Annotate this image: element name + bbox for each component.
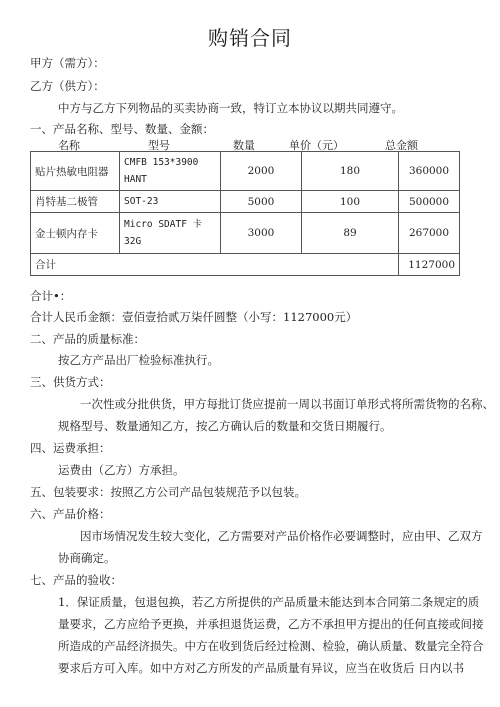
table-row: [31, 152, 460, 191]
model-line: SOT-23: [124, 196, 159, 207]
section3-heading: 三、供货方式：: [30, 375, 111, 389]
cell-total: 360000: [399, 152, 460, 191]
section4-body: 运费由（乙方）方承担。: [58, 463, 185, 477]
model-line: CMFB 153*3900: [124, 157, 199, 168]
column-header-model: 型号: [148, 139, 170, 152]
cell-price: 89: [302, 213, 399, 254]
column-header-qty: 数量: [233, 139, 255, 152]
party-b-line: 乙方（供方）：: [30, 79, 105, 93]
table-sum-row: [31, 254, 460, 276]
cell-name: 肖特基二极管: [31, 191, 120, 213]
section7-line1: 1．保证质量，包退包换，若乙方所提供的产品质量未能达到本合同第二条规定的质: [58, 595, 480, 609]
section7-heading: 七、产品的验收：: [30, 573, 122, 587]
cell-total: 500000: [399, 191, 460, 213]
cell-qty: 5000: [221, 191, 302, 213]
cell-model: [120, 191, 221, 213]
model-line: Micro SDATF 卡: [124, 219, 203, 230]
cell-price: 100: [302, 191, 399, 213]
table-row: [31, 191, 460, 213]
cell-model: [120, 152, 221, 191]
cell-model: [120, 213, 221, 254]
intro-paragraph: 中方与乙方下列物品的买卖协商一致，特订立本协议以期共同遵守。: [58, 101, 403, 115]
section6-heading: 六、产品价格：: [30, 507, 111, 521]
cell-name: 金士顿内存卡: [31, 213, 120, 254]
product-table: [30, 151, 460, 276]
document-title: 购销合同: [208, 26, 292, 50]
section4-heading: 四、运费承担：: [30, 441, 111, 455]
column-header-price: 单价（元）: [289, 139, 344, 152]
section6-body-line2: 协商确定。: [58, 551, 116, 565]
cell-sum-total: 1127000: [399, 254, 460, 276]
cell-price: 180: [302, 152, 399, 191]
cell-qty: 3000: [221, 213, 302, 254]
model-line: HANT: [124, 174, 147, 185]
section7-line4: 要求后方可入库。如中方对乙方所发的产品质量有异议，应当在收货后 日内以书: [58, 661, 465, 675]
sum-rmb-line: 合计人民币金额：壹佰壹拾贰万柒仟圆整（小写：1127000元）: [30, 310, 358, 324]
section7-line3: 所造成的产品经济损失。中方在收到货后经过检测、检验，确认质量、数量完全符合: [58, 639, 484, 653]
cell-total: 267000: [399, 213, 460, 254]
section6-body-line1: 因市场情况发生较大变化，乙方需要对产品价格作必要调整时，应由甲、乙双方: [80, 529, 483, 543]
section3-body-line2: 规格型号、数量通知乙方，按乙方确认后的数量和交货日期履行。: [58, 419, 392, 433]
column-header-name: 名称: [58, 139, 80, 152]
cell-name: 贴片热敏电阻器: [31, 152, 120, 191]
column-header-total: 总金额: [385, 139, 418, 152]
cell-sum-label: 合计: [31, 254, 399, 276]
section5-heading: 五、包装要求：按照乙方公司产品包装规范予以包装。: [30, 485, 306, 499]
section3-body-line1: 一次性或分批供货，甲方每批订货应提前一周以书面订单形式将所需货物的名称、: [80, 397, 494, 411]
table-row: [31, 213, 460, 254]
section2-body: 按乙方产品出厂检验标准执行。: [58, 353, 219, 367]
section7-line2: 量要求，乙方应给予更换，并承担退货运费，乙方不承担甲方提出的任何直接或间接: [58, 617, 484, 631]
section2-heading: 二、产品的质量标准：: [30, 332, 145, 346]
party-a-line: 甲方（需方）：: [30, 56, 105, 70]
cell-qty: 2000: [221, 152, 302, 191]
sum-note: 合计•：: [30, 289, 72, 303]
section1-heading: 一、产品名称、型号、数量、金额：: [30, 122, 214, 136]
model-line: 32G: [124, 236, 142, 247]
